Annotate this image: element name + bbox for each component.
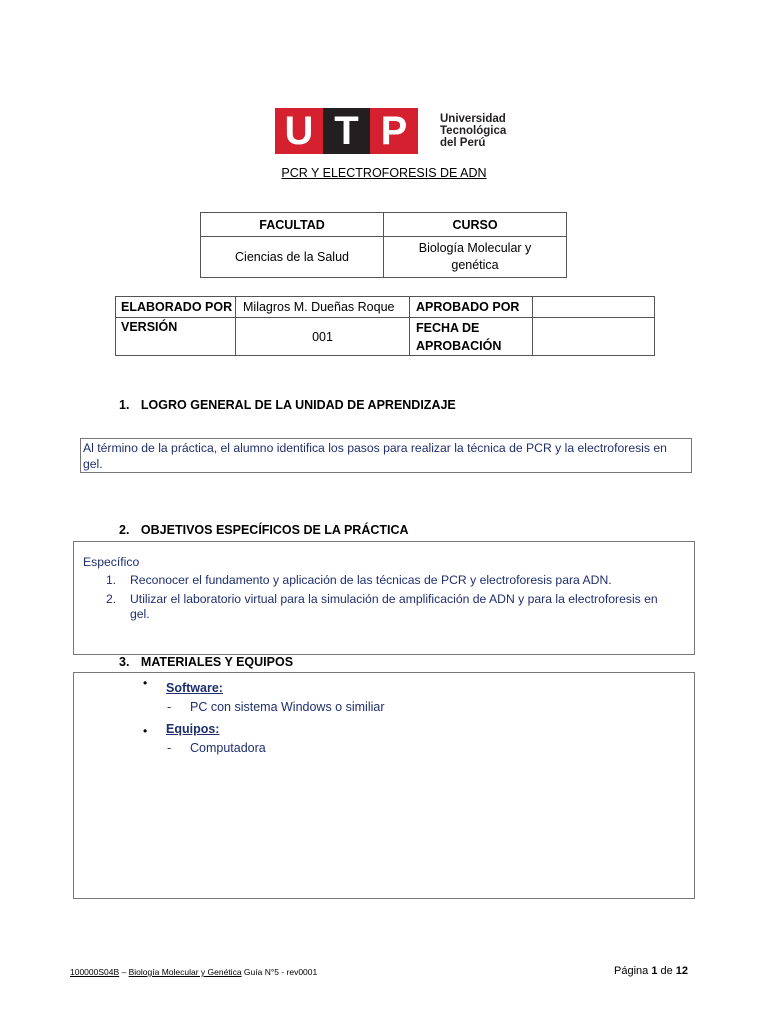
section1-number: 1. [119, 398, 130, 412]
logo-line3: del Perú [440, 137, 486, 149]
objective-item-2-text: Utilizar el laboratorio virtual para la simulación de amplificación de ADN y para la electroforesis en [130, 592, 658, 606]
section2-box [73, 541, 695, 655]
footer-course: Biología Molecular y Genética [128, 967, 242, 977]
objective-item-2-number: 2. [106, 592, 117, 606]
equipos-bullet: • [143, 724, 148, 738]
course-header: CURSO [384, 213, 567, 237]
page-current: 1 [651, 965, 658, 977]
section2-title-text: OBJETIVOS ESPECÍFICOS DE LA PRÁCTICA [140, 523, 409, 537]
logo-u: U [275, 108, 323, 154]
fecha-label [409, 318, 532, 356]
fecha-label-line1: FECHA DE [415, 320, 480, 335]
section2-heading: Específico [83, 555, 140, 569]
section3-number: 3. [119, 655, 130, 669]
aprobado-label: APROBADO POR [409, 297, 532, 318]
objective-item-1-number: 1. [106, 573, 117, 587]
footer-left [70, 967, 317, 977]
faculty-header: FACULTAD [201, 213, 384, 237]
section1-box [80, 438, 692, 473]
page-label: Página [614, 965, 652, 977]
equipos-item: Computadora [190, 741, 266, 755]
section2-number: 2. [119, 523, 130, 537]
page-total: 12 [675, 965, 689, 977]
footer-rest: Guía N°5 - rev0001 [241, 967, 318, 977]
objective-item-2-text-line2: gel. [130, 607, 150, 621]
page-of: de [657, 965, 676, 977]
document-title: PCR Y ELECTROFORESIS DE ADN [281, 166, 487, 180]
section3-box [73, 672, 695, 899]
section3-title-text: MATERIALES Y EQUIPOS [140, 655, 294, 669]
aprobado-value [533, 297, 655, 318]
fecha-label-line2: APROBACIÓN [415, 338, 502, 353]
section3-title [119, 655, 293, 669]
logo-line2: Tecnológica [440, 125, 507, 137]
section1-text-line1: Al término de la práctica, el alumno identifica los pasos para realizar la técnica de PCR y la electroforesis en [83, 441, 667, 455]
logo-p: P [370, 108, 418, 154]
course-value-line1: Biología Molecular y [418, 241, 532, 255]
fecha-value [533, 318, 655, 356]
footer-sep: – [119, 967, 129, 977]
section1-text-line2: gel. [83, 457, 103, 471]
faculty-course-table [200, 212, 567, 278]
page-number [614, 965, 688, 977]
equipos-label: Equipos: [166, 722, 220, 736]
section1-title-text: LOGRO GENERAL DE LA UNIDAD DE APRENDIZAJE [140, 398, 456, 412]
equipos-dash: - [167, 741, 172, 755]
objective-item-1-text: Reconocer el fundamento y aplicación de las técnicas de PCR y electroforesis para ADN. [130, 573, 612, 587]
version-label: VERSIÓN [116, 318, 236, 356]
software-item: PC con sistema Windows o similiar [190, 700, 385, 714]
software-label: Software: [166, 681, 223, 695]
authorship-table [115, 296, 655, 356]
software-dash: - [167, 700, 172, 714]
elaborado-value: Milagros M. Dueñas Roque [236, 297, 410, 318]
logo-line1: Universidad [440, 113, 506, 125]
logo-t: T [323, 108, 370, 154]
software-bullet: • [143, 676, 148, 690]
faculty-value: Ciencias de la Salud [201, 237, 384, 278]
elaborado-label: ELABORADO POR [116, 297, 236, 318]
logo-mark [275, 108, 418, 154]
footer-code: 100000S04B [70, 967, 120, 977]
version-value: 001 [236, 318, 410, 356]
section2-title [119, 523, 409, 537]
section1-title [119, 398, 456, 412]
course-value-line2: genética [451, 258, 499, 272]
course-value [384, 237, 567, 278]
logo-wordmark [440, 113, 506, 149]
